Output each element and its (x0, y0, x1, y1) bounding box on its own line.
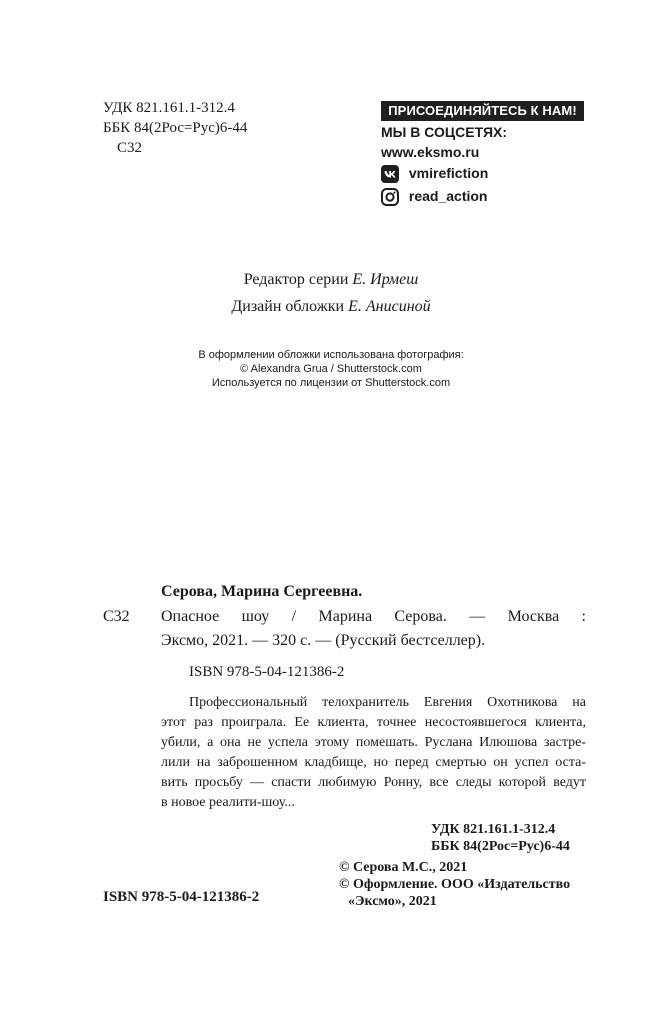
footer-isbn: ISBN 978-5-04-121386-2 (103, 889, 260, 905)
series-editor-line (0, 270, 662, 290)
copyright-author: © Серова М.С., 2021 (339, 860, 468, 875)
photo-credit-3: Используется по лицензии от Shutterstock.com (211, 377, 451, 389)
abstract-line: в новое реалити-шоу... (161, 795, 295, 810)
abstract-line: вить просьбу — спасти любимую Ронну, все следы которой ведут (161, 775, 586, 790)
instagram-icon (381, 188, 399, 206)
photo-credit-1: В оформлении обложки использована фотография: (198, 349, 464, 361)
catalog-title-1: Опасное шоу / Марина Серова. — Москва : (161, 608, 586, 625)
website-link[interactable]: www.eksmo.ru (381, 144, 480, 160)
vk-handle: vmirefiction (408, 165, 489, 181)
social-heading: МЫ В СОЦСЕТЯХ: (381, 124, 508, 140)
instagram-handle: read_action (408, 188, 488, 204)
catalog-isbn: ISBN 978-5-04-121386-2 (189, 664, 345, 680)
abstract-line: Профессиональный телохранитель Евгения Охотникова на (189, 695, 586, 710)
copyright-design: © Оформление. ООО «Издательство (339, 877, 571, 892)
copyright-publisher: «Эксмо», 2021 (348, 894, 437, 909)
cover-design-line (0, 297, 662, 317)
abstract-line: убили, а она не успела этому помешать. Руслана Илюшова застре- (161, 735, 586, 750)
udk-code: УДК 821.161.1-312.4 (103, 100, 235, 116)
catalog-bbk: ББК 84(2Рос=Рус)6-44 (431, 839, 570, 854)
bbk-code: ББК 84(2Рос=Рус)6-44 (103, 120, 248, 136)
series-editor-label: Редактор серии (243, 271, 349, 288)
vk-icon (381, 165, 399, 183)
catalog-title-2: Эксмо, 2021. — 320 с. — (Русский бестселлер). (161, 632, 486, 649)
abstract-line: этот раз проиграла. Ее клиента, точнее несостоявшегося клиента, (161, 715, 586, 730)
author-mark: С32 (117, 140, 143, 156)
series-editor-name: Е. Ирмеш (352, 271, 419, 288)
catalog-udk: УДК 821.161.1-312.4 (431, 822, 556, 837)
abstract-line: лили на заброшенном кладбище, но перед смертью он успел оста- (161, 755, 586, 770)
catalog-code: С32 (103, 608, 130, 625)
join-banner: ПРИСОЕДИНЯЙТЕСЬ К НАМ! (381, 101, 584, 121)
catalog-author: Серова, Марина Сергеевна. (161, 583, 363, 600)
cover-design-name: Е. Анисиной (348, 298, 431, 315)
instagram-row[interactable] (381, 186, 487, 206)
photo-credit-2: © Alexandra Grua / Shutterstock.com (240, 363, 422, 375)
cover-design-label: Дизайн обложки (231, 298, 345, 315)
vk-row[interactable] (381, 163, 488, 183)
